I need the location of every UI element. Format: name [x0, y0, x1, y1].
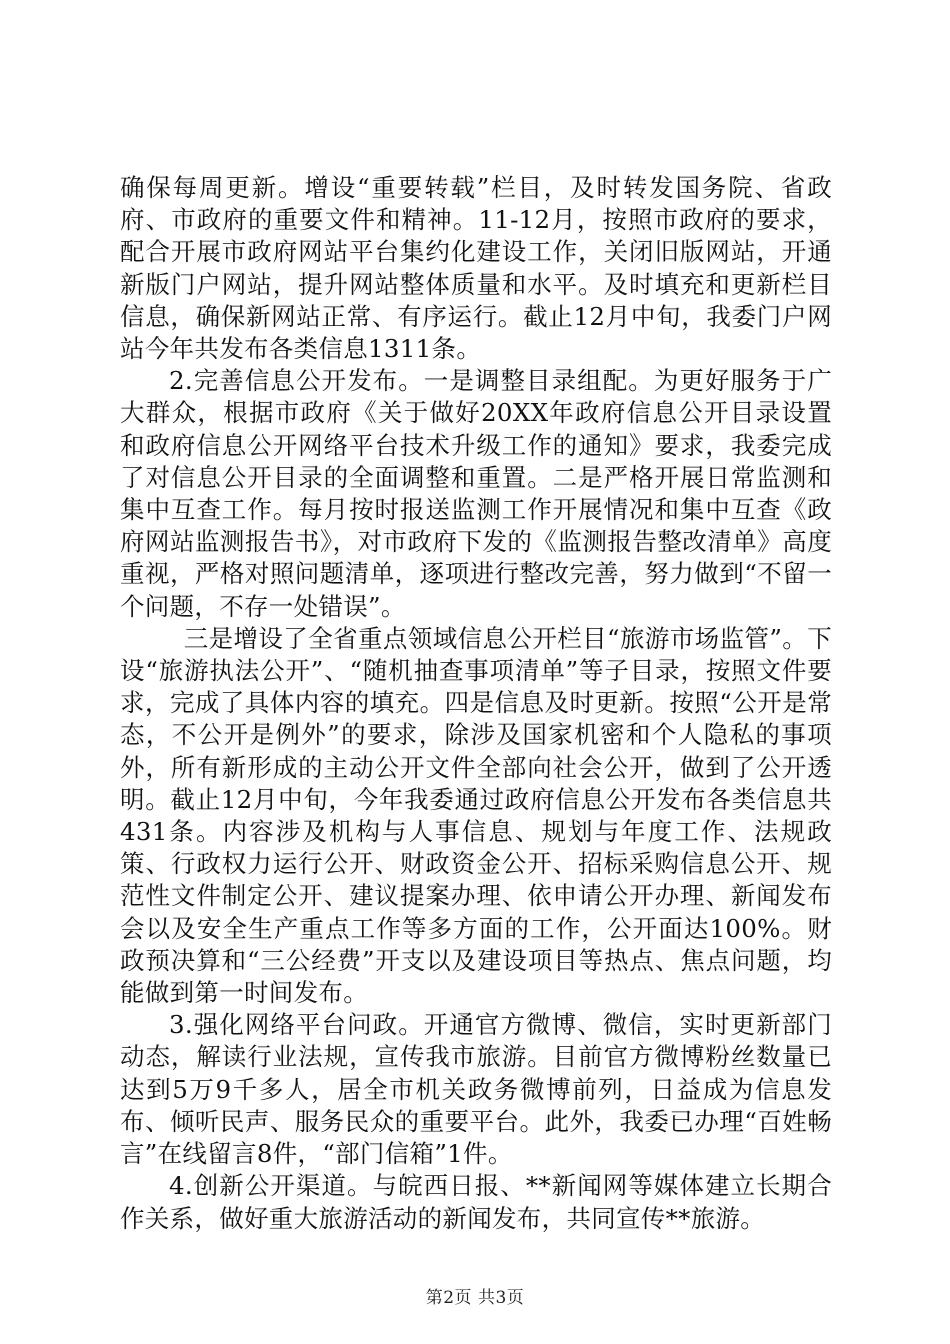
document-body	[120, 172, 832, 1235]
paragraph-info-disclosure: 2.完善信息公开发布。一是调整目录组配。为更好服务于广大群众，根据市政府《关于做好20XX年政府信息公开目录设置和政府信息公开网络平台技术升级工作的通知》要求，我委完成了对信息公开目录的全面调整和重置。二是严格开展日常监测和集中互查工作。每月按时报送监测工作开展情况和集中互查《政府网站监测报告书》，对市政府下发的《监测报告整改清单》高度重视，严格对照问题清单，逐项进行整改完善，努力做到“不留一个问题，不存一处错误”。	[120, 366, 832, 621]
paragraph-online-platform: 3.强化网络平台问政。开通官方微博、微信，实时更新部门动态，解读行业法规，宣传我市旅游。目前官方微博粉丝数量已达到5万9千多人，居全市机关政务微博前列，日益成为信息发布、倾听民声、服务民众的重要平台。此外，我委已办理“百姓畅言”在线留言8件，“部门信箱”1件。	[120, 1010, 832, 1169]
paragraph-new-channels: 4.创新公开渠道。与皖西日报、**新闻网等媒体建立长期合作关系，做好重大旅游活动的新闻发布，共同宣传**旅游。	[120, 1171, 832, 1233]
paragraph-website-updates: 确保每周更新。增设“重要转载”栏目，及时转发国务院、省政府、市政府的重要文件和精神。11-12月，按照市政府的要求，配合开展市政府网站平台集约化建设工作，关闭旧版网站，开通新版门户网站，提升网站整体质量和水平。及时填充和更新栏目信息，确保新网站正常、有序运行。截止12月中旬，我委门户网站今年共发布各类信息1311条。	[120, 173, 832, 364]
paragraph-tourism-supervision: 三是增设了全省重点领域信息公开栏目“旅游市场监管”。下设“旅游执法公开”、“随机抽查事项清单”等子目录，按照文件要求，完成了具体内容的填充。四是信息及时更新。按照“公开是常态，不公开是例外”的要求，除涉及国家机密和个人隐私的事项外，所有新形成的主动公开文件全部向社会公开，做到了公开透明。截止12月中旬，今年我委通过政府信息公开发布各类信息共431条。内容涉及机构与人事信息、规划与年度工作、法规政策、行政权力运行公开、财政资金公开、招标采购信息公开、规范性文件制定公开、建议提案办理、依申请公开办理、新闻发布会以及安全生产重点工作等多方面的工作，公开面达100%。财政预决算和“三公经费”开支以及建设项目等热点、焦点问题，均能做到第一时间发布。	[120, 623, 832, 1008]
page-number-footer: 第2页 共3页	[425, 1288, 525, 1308]
